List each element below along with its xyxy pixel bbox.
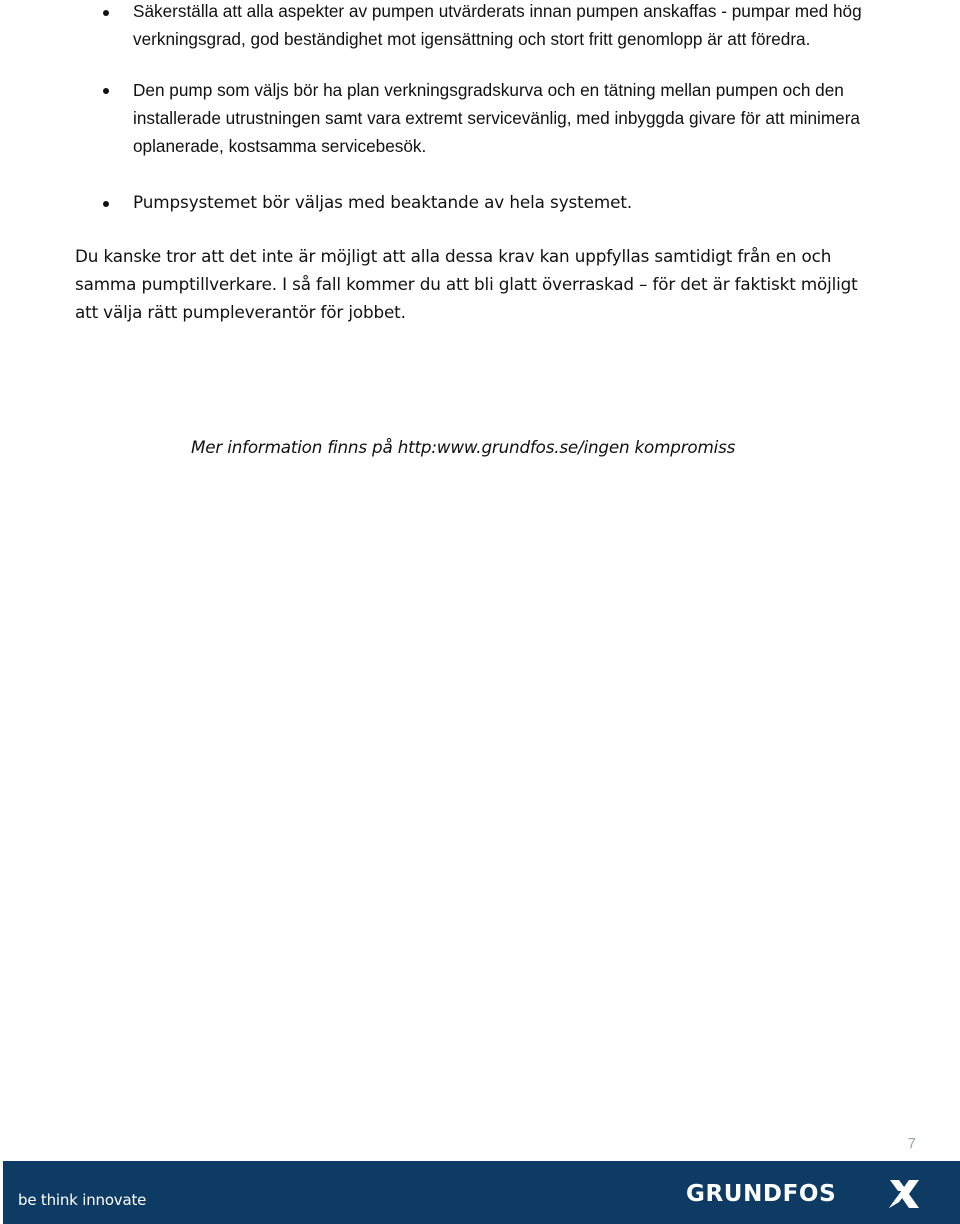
bullet-text: Säkerställa att alla aspekter av pumpen utvärderats innan pumpen anskaffas - pumpar med hög verkningsgrad, god beständighet mot igensättning och stort fritt genomlopp är att föredra. — [133, 1, 862, 49]
page-number: 7 — [907, 1135, 916, 1152]
grundfos-x-logo-icon — [886, 1177, 922, 1211]
body-paragraph: Du kanske tror att det inte är möjligt att alla dessa krav kan uppfyllas samtidigt från en och samma pumptillverkare. I så fall kommer du att bli glatt överraskad – för det är faktiskt möjligt att välja rätt pumpleverantör för jobbet. — [75, 246, 858, 322]
bullet-icon — [103, 201, 109, 207]
bullet-icon — [103, 88, 109, 94]
bullet-text: Den pump som väljs bör ha plan verkningsgradskurva och en tätning mellan pumpen och den installerade utrustningen samt vara extremt servicevänlig, med inbyggda givare för att minimera oplanerade, kostsamma servicebesök. — [133, 80, 860, 156]
footer-bar — [3, 1161, 960, 1224]
logo-wordmark: GRUNDFOS — [686, 1181, 837, 1207]
footer-slogan: be think innovate — [18, 1191, 147, 1209]
more-info-link[interactable]: Mer information finns på http:www.grundfos.se/ingen kompromiss — [191, 437, 736, 457]
bullet-icon — [103, 10, 109, 16]
bullet-text: Pumpsystemet bör väljas med beaktande av hela systemet. — [133, 192, 633, 212]
grundfos-logo — [686, 1177, 926, 1213]
